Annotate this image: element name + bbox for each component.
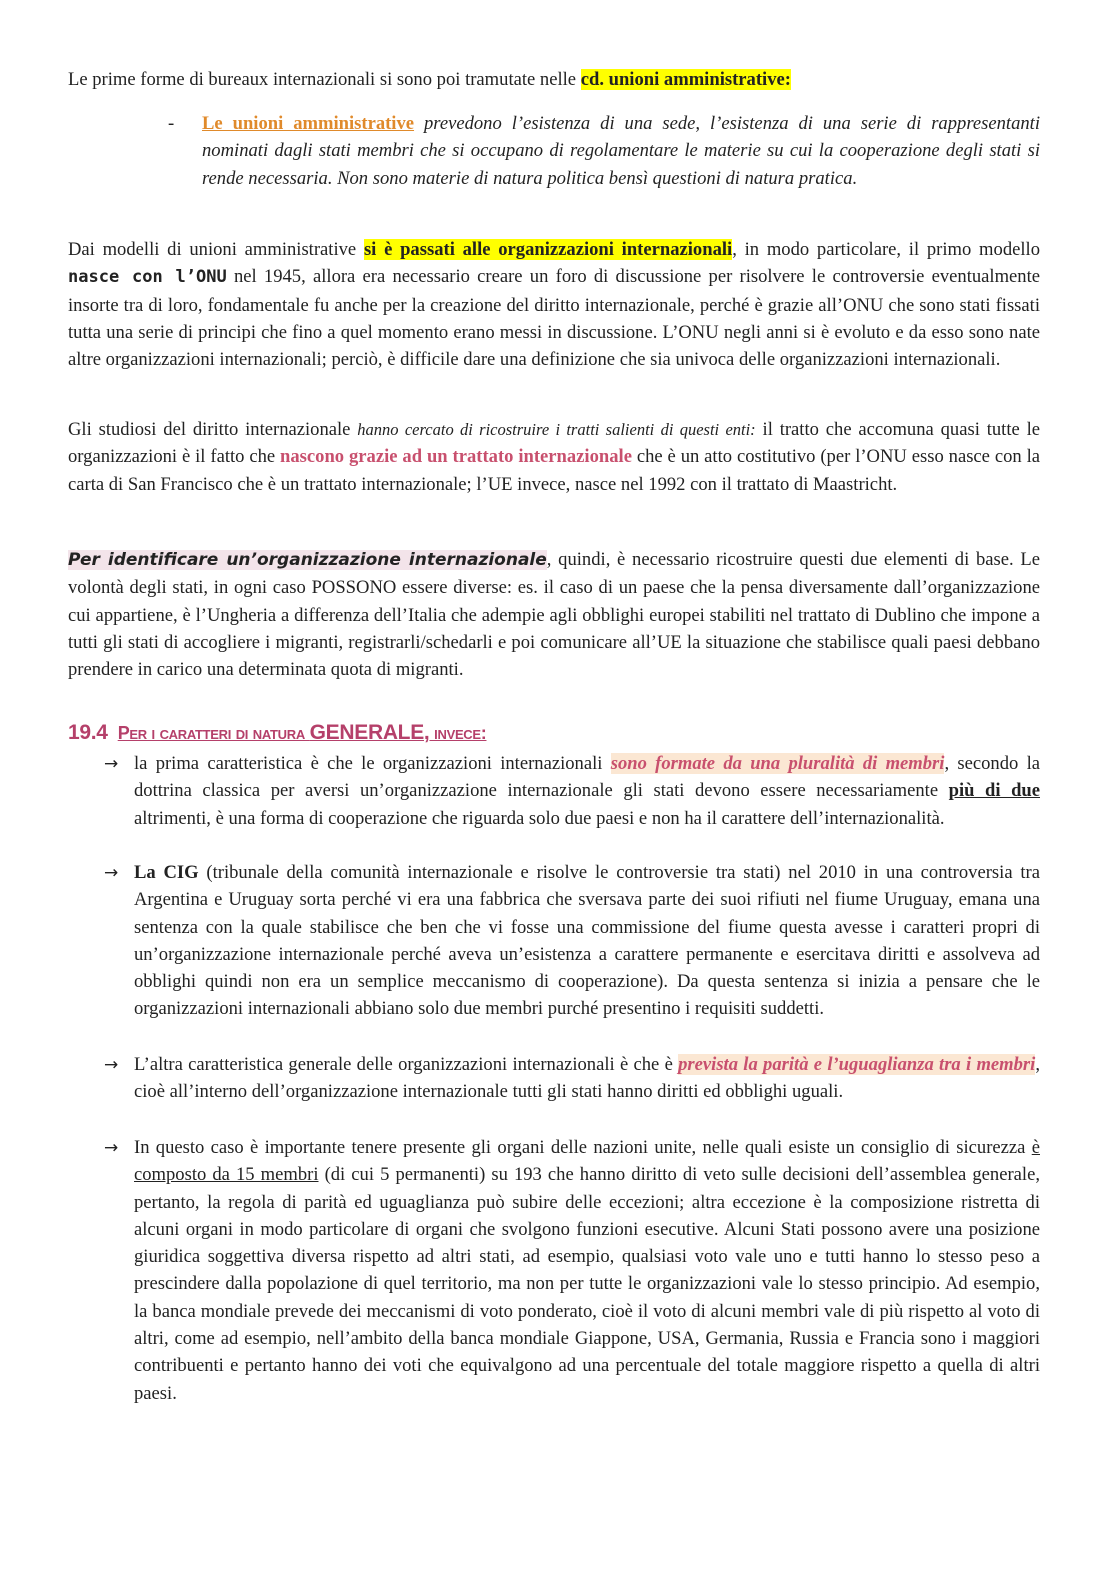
paragraph-studiosi [68,416,1040,498]
highlight-text: si è passati alle organizzazioni internazionali [363,239,733,260]
paragraph-onu [68,236,1040,373]
bullet-item [134,859,1040,1023]
section-number: 19.4 [68,721,108,744]
arrow-bullet-icon: → [104,754,119,774]
emphasis-term: nascono grazie ad un trattato internazionale [280,446,632,468]
text: la prima caratteristica è che le organizzazioni internazionali [134,753,611,774]
text: nel 1945, allora era necessario creare un foro di discussione per risolvere le controversie eventualmente insorte tra di loro, fondamentale fu anche per la creazione del diritto internazionale, perché è grazie all’ONU che sono stati fissati tutta una serie di principi che fino a quel momento erano messi in discussione. L’ONU negli anni si è evoluto e da esso sono nate altre organizzazioni internazionali; perciò, è difficile dare una definizione che sia univoca delle organizzazioni internazionali. [68,266,1041,371]
text: Le prime forme di bureaux internazionali si sono poi tramutate nelle [68,69,581,90]
text: In questo caso è importante tenere presente gli organi delle nazioni unite, nelle quali esiste un consiglio di sicurezza [134,1137,1032,1158]
text: che è un atto costitutivo (per l’ONU esso nasce con la carta di San Francisco che è un trattato internazionale; l’UE invece, nasce nel 1992 con il trattato di Maastricht. [68,446,1040,495]
highlight-text: cd. unioni amministrative: [580,69,791,90]
arrow-bullet-icon: → [104,1055,119,1075]
emphasis-term: nasce con l’ONU [68,267,227,288]
section-title [118,723,487,743]
text: L’altra caratteristica generale delle organizzazioni internazionali è che è [134,1054,679,1075]
section-heading [68,719,486,747]
emphasis-term: Per identificare un’organizzazione internazionale [68,550,547,570]
text: Gli studiosi del diritto internazionale [68,419,358,440]
emphasis-term: Le unioni amministrative [202,113,415,134]
emphasis-term: sono formate da una pluralità di membri [610,753,945,774]
arrow-bullet-icon: → [104,863,119,883]
text: altrimenti, è una forma di cooperazione che riguarda solo due paesi e non ha il carattere dell’internazionalità. [134,807,945,829]
text: , in modo particolare, il primo modello [732,239,1040,260]
text: Dai modelli di unioni amministrative [68,239,364,260]
underlined-text: è composto da 15 membri [134,1137,1040,1186]
text: GENERALE, [309,721,430,744]
paragraph-identificare [68,546,1040,683]
text: , secondo la dottrina classica per aversi un’organizzazione internazionale gli stati devono essere necessariamente [134,753,1041,802]
paragraph-intro [68,66,1040,93]
bullet-item [134,750,1040,832]
italic-text: hanno cercato di ricostruire i tratti salienti di questi enti: [357,420,756,439]
text: , quindi, è necessario ricostruire questi due elementi di base. Le volontà degli stati, in ogni caso POSSONO essere diverse: es. il caso di un paese che la pensa diversamente dall’organizzazione cui appartiene, è l’Ungheria a differenza dell’Italia che adempie agli obblighi europei stabiliti nel trattato di Dublino che impone a tutti gli stati di accogliere i migranti, registrarli/schedarli e poi comunicare all’UE la situazione che stabilisce quali paesi debbano prendere in carico una determinata quota di migranti. [68,549,1040,681]
text: il tratto che accomuna quasi tutte le organizzazioni è il fatto che [68,419,1040,468]
text: prevedono l’esistenza di una sede, l’esistenza di una serie di rappresentanti nominati dagli stati membri che si occupano di regolamentare le materie su cui la cooperazione degli stati si rende necessaria. Non sono materie di natura politica bensì questioni di natura pratica. [202,113,1041,189]
emphasis-term: prevista la parità e l’uguaglianza tra i membri [678,1054,1036,1075]
emphasis-term: più di due [948,780,1040,802]
emphasis-term: La CIG [134,862,199,883]
text: , cioè all’interno dell’organizzazione internazionale tutti gli stati hanno diritti ed obblighi uguali. [134,1054,1040,1103]
text: (tribunale della comunità internazionale e risolve le controversie tra stati) nel 2010 in una controversia tra Argentina e Uruguay sorta perché vi era una fabbrica che sversava parte dei suoi rifiuti nel fiume Uruguay, emana una sentenza con la quale stabilisce che ben che vi fosse una commissione del fiume questa avesse i caratteri propri di un’organizzazione internazionale perché aveva un’esistenza a carattere permanente e esercitava diritti e assolveva ad obblighi quindi non era un semplice meccanismo di cooperazione). Da questa sentenza si inizia a pensare che le organizzazioni internazionali abbiano solo due membri purché presentino i requisiti suddetti. [134,862,1040,1020]
arrow-bullet-icon: → [104,1138,119,1158]
text: (di cui 5 permanenti) su 193 che hanno diritto di veto sulle decisioni dell’assemblea generale, pertanto, la regola di parità ed uguaglianza può subire delle eccezioni; altra eccezione è la composizione ristretta di alcuni organi in modo particolare di organi che svolgono funzioni esecutive. Alcuni Stati possono avere una posizione giuridica soggettiva diversa rispetto ad altri stati, ad esempio, qualsiasi voto vale uno e tutti hanno lo stesso peso a prescindere dalla popolazione di quel territorio, ma non per tutte le organizzazioni vale lo stesso principio. Ad esempio, la banca mondiale prevede dei meccanismi di voto ponderato, cioè il voto di alcuni membri vale di più rispetto al voto di altri, come ad esempio, nell’ambito della banca mondiale Giappone, USA, Germania, Russia e Francia sono i maggiori contribuenti e pertanto hanno dei voti che equivalgono ad una percentuale del totale maggiore rispetto a quella di altri paesi. [134,1164,1040,1404]
bullet-item [134,1051,1040,1106]
text: invece: [429,723,487,743]
text: Per i caratteri di natura [117,723,310,743]
list-item [202,110,1040,192]
list-bullet: - [168,113,175,134]
bullet-item [134,1134,1040,1407]
